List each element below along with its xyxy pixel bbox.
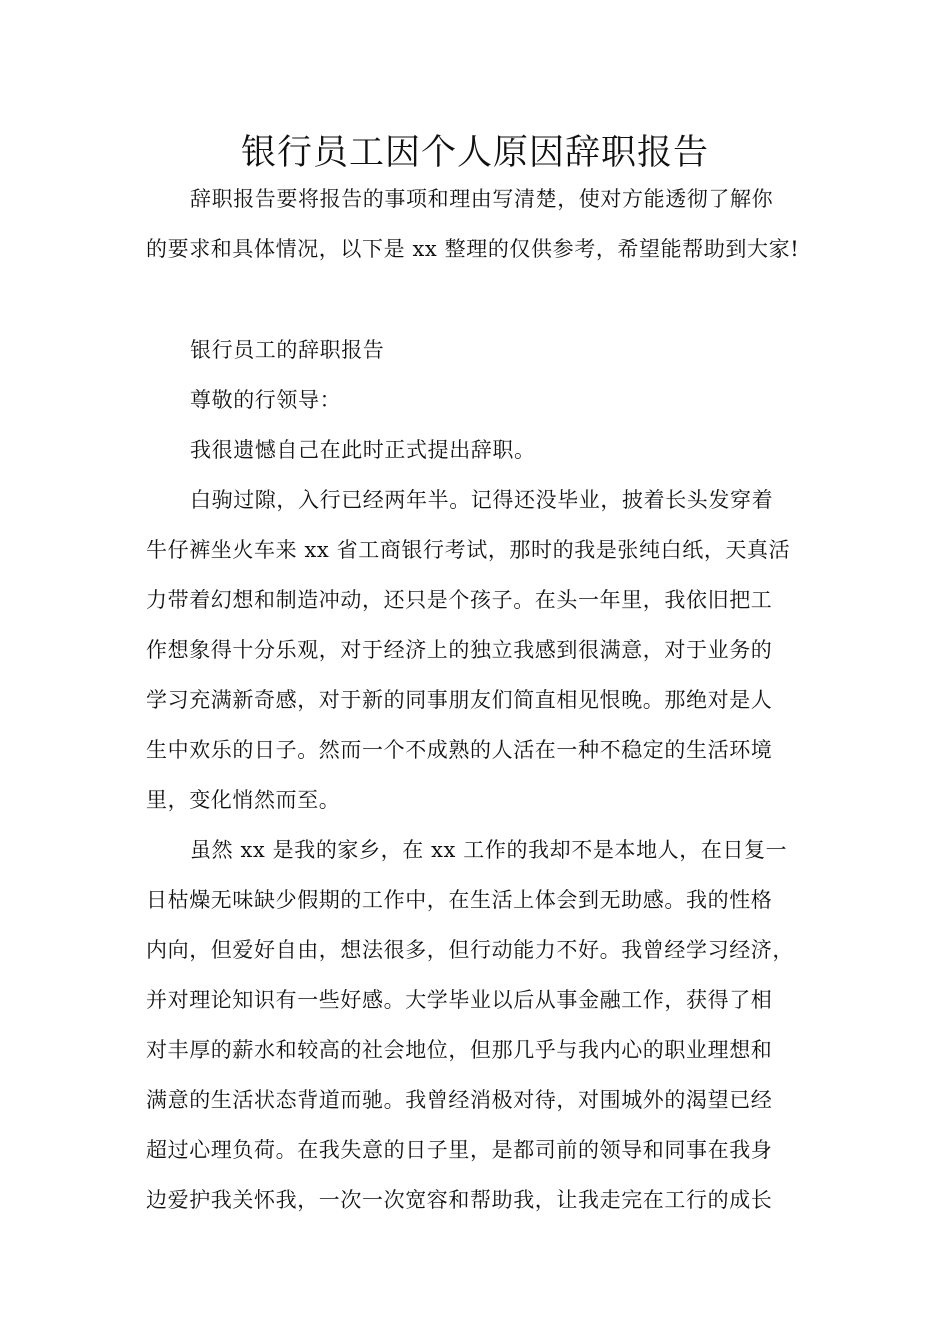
salutation-line: 尊敬的行领导： [190, 388, 342, 412]
opening-line: 我很遗憾自己在此时正式提出辞职。 [190, 438, 536, 462]
body-paragraph-2-line-1: 虽然 xx 是我的家乡，在 xx 工作的我却不是本地人，在日复一 [190, 838, 788, 862]
body-paragraph-1-line-6: 生中欢乐的日子。然而一个不成熟的人活在一种不稳定的生活环境 [146, 738, 773, 762]
body-paragraph-2-line-2: 日枯燥无味缺少假期的工作中，在生活上体会到无助感。我的性格 [146, 888, 773, 912]
body-paragraph-2-line-8: 边爱护我关怀我，一次一次宽容和帮助我，让我走完在工行的成长 [146, 1188, 773, 1212]
body-paragraph-1-line-4: 作想象得十分乐观，对于经济上的独立我感到很满意，对于业务的 [146, 638, 773, 662]
body-paragraph-2-line-5: 对丰厚的薪水和较高的社会地位，但那几乎与我内心的职业理想和 [146, 1038, 773, 1062]
document-title: 银行员工因个人原因辞职报告 [240, 133, 709, 173]
body-paragraph-2-line-7: 超过心理负荷。在我失意的日子里，是都司前的领导和同事在我身 [146, 1138, 773, 1162]
intro-line-1: 辞职报告要将报告的事项和理由写清楚，使对方能透彻了解你 [190, 187, 774, 211]
body-paragraph-1-line-5: 学习充满新奇感，对于新的同事朋友们简直相见恨晚。那绝对是人 [146, 688, 773, 712]
body-paragraph-1-line-7: 里，变化悄然而至。 [146, 788, 341, 812]
body-paragraph-1-line-2: 牛仔裤坐火车来 xx 省工商银行考试，那时的我是张纯白纸，天真活 [146, 538, 791, 562]
body-paragraph-1-line-3: 力带着幻想和制造冲动，还只是个孩子。在头一年里，我依旧把工 [146, 588, 773, 612]
body-paragraph-1-line-1: 白驹过隙，入行已经两年半。记得还没毕业，披着长头发穿着 [190, 488, 774, 512]
body-paragraph-2-line-3: 内向，但爱好自由，想法很多，但行动能力不好。我曾经学习经济， [146, 938, 794, 962]
body-paragraph-2-line-6: 满意的生活状态背道而驰。我曾经消极对待，对围城外的渴望已经 [146, 1088, 773, 1112]
intro-line-2: 的要求和具体情况，以下是 xx 整理的仅供参考，希望能帮助到大家! [146, 237, 800, 261]
body-paragraph-2-line-4: 并对理论知识有一些好感。大学毕业以后从事金融工作，获得了相 [146, 988, 773, 1012]
subtitle-line: 银行员工的辞职报告 [190, 338, 385, 362]
